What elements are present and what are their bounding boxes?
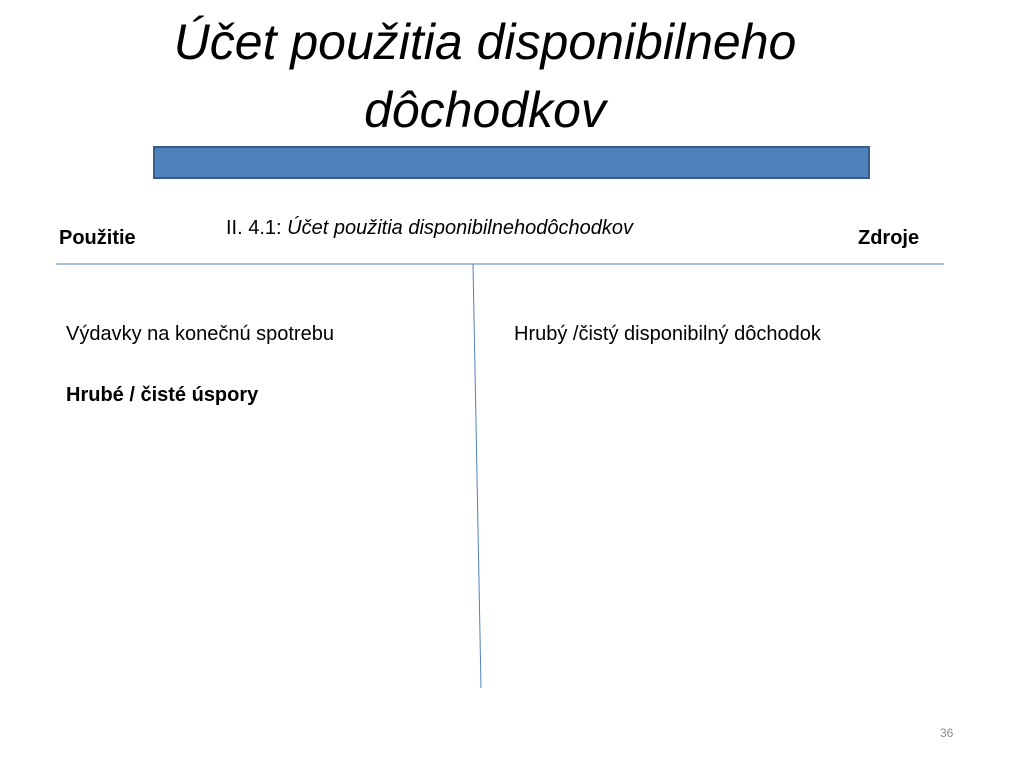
caption-italic-text: Účet použitia disponibilnehodôchodkov	[287, 217, 633, 239]
uses-item-final-consumption: Výdavky na konečnú spotrebu	[66, 323, 334, 345]
uses-column-header: Použitie	[59, 227, 136, 249]
table-caption	[226, 215, 633, 241]
slide-title	[0, 8, 970, 144]
page-number: 36	[940, 726, 954, 740]
slide-title-line2: dôchodkov	[364, 82, 606, 138]
slide-title-line1: Účet použitia disponibilneho	[173, 14, 797, 70]
uses-item-savings: Hrubé / čisté úspory	[66, 384, 259, 406]
resources-item-disposable-income: Hrubý /čistý disponibilný dôchodok	[514, 323, 821, 345]
caption-prefix: II. 4.1:	[226, 217, 288, 239]
title-underline-bar	[153, 146, 870, 179]
resources-column-header: Zdroje	[858, 227, 920, 249]
t-account-vertical-line	[473, 264, 481, 688]
